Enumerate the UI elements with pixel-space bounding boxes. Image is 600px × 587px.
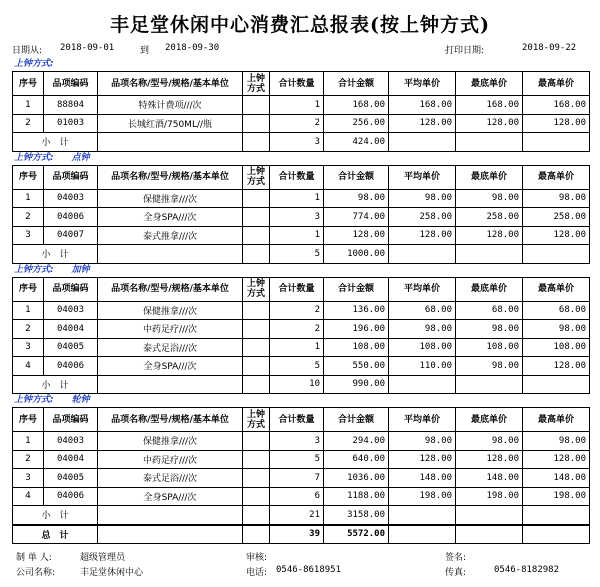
grand-total-amount: 5572.00 xyxy=(324,525,389,544)
col-name: 保健推拿///次 xyxy=(98,432,243,451)
table-row xyxy=(13,487,590,506)
table-row xyxy=(13,432,590,451)
col-avg: 128.00 xyxy=(389,226,456,245)
empty-cell xyxy=(98,245,243,264)
subtotal-amount: 990.00 xyxy=(324,375,389,394)
col-qty: 2 xyxy=(270,301,324,320)
col-min: 128.00 xyxy=(456,114,523,133)
col-min: 148.00 xyxy=(456,469,523,488)
header-col-avg: 平均单价 xyxy=(389,277,456,301)
table-row xyxy=(13,450,590,469)
col-min: 168.00 xyxy=(456,96,523,115)
col-amount: 294.00 xyxy=(324,432,389,451)
col-no: 1 xyxy=(13,189,44,208)
col-max: 168.00 xyxy=(523,96,590,115)
col-code: 04006 xyxy=(44,487,98,506)
col-mode xyxy=(243,450,270,469)
fax-label: 传真: xyxy=(445,568,467,578)
header-col-min: 最底单价 xyxy=(456,165,523,189)
col-max: 68.00 xyxy=(523,301,590,320)
subtotal-label: 小 计 xyxy=(13,506,98,525)
col-code: 04003 xyxy=(44,189,98,208)
header-col-code: 品项编码 xyxy=(44,165,98,189)
col-max: 128.00 xyxy=(523,114,590,133)
header-col-no: 序号 xyxy=(13,277,44,301)
header-col-qty: 合计数量 xyxy=(270,72,324,96)
report-footer xyxy=(0,546,600,578)
header-col-name: 品项名称/型号/规格/基本单位 xyxy=(98,165,243,189)
col-name: 保健推拿///次 xyxy=(98,301,243,320)
col-qty: 1 xyxy=(270,338,324,357)
grand-total-label: 总 计 xyxy=(13,525,98,544)
empty-cell xyxy=(243,245,270,264)
col-min: 108.00 xyxy=(456,338,523,357)
empty-cell xyxy=(456,375,523,394)
table-row xyxy=(13,114,590,133)
table-row xyxy=(13,320,590,339)
col-no: 3 xyxy=(13,226,44,245)
section-label: 上钟方式: xyxy=(14,59,54,69)
col-qty: 3 xyxy=(270,432,324,451)
date-row xyxy=(0,40,600,58)
col-qty: 5 xyxy=(270,357,324,376)
date-to-value: 2018-09-30 xyxy=(165,43,220,53)
header-col-avg: 平均单价 xyxy=(389,72,456,96)
table-row xyxy=(13,357,590,376)
print-date-value: 2018-09-22 xyxy=(522,43,577,53)
table-row xyxy=(13,338,590,357)
col-qty: 1 xyxy=(270,226,324,245)
col-avg: 98.00 xyxy=(389,189,456,208)
section-label: 上钟方式: 点钟 xyxy=(14,152,90,163)
header-col-name: 品项名称/型号/规格/基本单位 xyxy=(98,408,243,432)
table-row xyxy=(13,469,590,488)
col-no: 2 xyxy=(13,320,44,339)
col-no: 4 xyxy=(13,487,44,506)
col-avg: 198.00 xyxy=(389,487,456,506)
date-from-value: 2018-09-01 xyxy=(60,43,115,53)
empty-cell xyxy=(456,506,523,525)
empty-cell xyxy=(389,375,456,394)
subtotal-qty: 5 xyxy=(270,245,324,264)
subtotal-label: 小 计 xyxy=(13,133,98,152)
col-max: 258.00 xyxy=(523,208,590,227)
table-row xyxy=(13,208,590,227)
col-name: 特殊计费项///次 xyxy=(98,96,243,115)
empty-cell xyxy=(523,506,590,525)
empty-cell xyxy=(456,133,523,152)
subtotal-row xyxy=(13,506,590,525)
header-col-avg: 平均单价 xyxy=(389,165,456,189)
header-col-no: 序号 xyxy=(13,165,44,189)
fax-value: 0546-8182982 xyxy=(494,565,560,575)
col-avg: 258.00 xyxy=(389,208,456,227)
col-avg: 68.00 xyxy=(389,301,456,320)
header-col-amount: 合计金额 xyxy=(324,408,389,432)
col-mode xyxy=(243,469,270,488)
table-row xyxy=(13,226,590,245)
col-avg: 110.00 xyxy=(389,357,456,376)
col-name: 泰式足浴///次 xyxy=(98,338,243,357)
header-col-max: 最高单价 xyxy=(523,165,590,189)
col-min: 128.00 xyxy=(456,450,523,469)
col-max: 98.00 xyxy=(523,432,590,451)
header-col-amount: 合计金额 xyxy=(324,165,389,189)
section-label: 上钟方式: 轮钟 xyxy=(14,395,90,405)
empty-cell xyxy=(389,245,456,264)
col-name: 长城红酒/750ML//瓶 xyxy=(98,114,243,133)
col-name: 中药足疗///次 xyxy=(98,450,243,469)
header-row xyxy=(13,72,590,96)
col-code: 04005 xyxy=(44,338,98,357)
col-name: 泰式足浴///次 xyxy=(98,469,243,488)
empty-cell xyxy=(98,133,243,152)
header-col-mode: 上钟方式 xyxy=(243,72,270,96)
col-max: 148.00 xyxy=(523,469,590,488)
col-mode xyxy=(243,208,270,227)
col-qty: 2 xyxy=(270,320,324,339)
col-code: 04004 xyxy=(44,450,98,469)
section-table xyxy=(12,71,590,152)
subtotal-qty: 3 xyxy=(270,133,324,152)
col-qty: 1 xyxy=(270,189,324,208)
header-col-min: 最底单价 xyxy=(456,72,523,96)
header-col-min: 最底单价 xyxy=(456,277,523,301)
col-avg: 98.00 xyxy=(389,432,456,451)
empty-cell xyxy=(98,375,243,394)
header-row xyxy=(13,277,590,301)
header-col-no: 序号 xyxy=(13,408,44,432)
col-name: 保健推拿///次 xyxy=(98,189,243,208)
header-col-no: 序号 xyxy=(13,72,44,96)
sign-label: 签名: xyxy=(445,553,467,563)
col-code: 01003 xyxy=(44,114,98,133)
phone-value: 0546-8618951 xyxy=(276,565,342,575)
col-code: 04007 xyxy=(44,226,98,245)
empty-cell xyxy=(389,133,456,152)
subtotal-row xyxy=(13,245,590,264)
col-mode xyxy=(243,357,270,376)
col-mode xyxy=(243,96,270,115)
col-amount: 1188.00 xyxy=(324,487,389,506)
col-amount: 256.00 xyxy=(324,114,389,133)
col-qty: 1 xyxy=(270,96,324,115)
header-col-qty: 合计数量 xyxy=(270,277,324,301)
col-no: 2 xyxy=(13,208,44,227)
col-qty: 6 xyxy=(270,487,324,506)
grand-total-table xyxy=(12,525,590,545)
header-col-name: 品项名称/型号/规格/基本单位 xyxy=(98,277,243,301)
header-row xyxy=(13,165,590,189)
col-name: 全身SPA///次 xyxy=(98,357,243,376)
col-no: 2 xyxy=(13,450,44,469)
col-no: 1 xyxy=(13,301,44,320)
empty-cell xyxy=(523,133,590,152)
col-no: 3 xyxy=(13,469,44,488)
col-no: 3 xyxy=(13,338,44,357)
header-col-code: 品项编码 xyxy=(44,277,98,301)
col-code: 04006 xyxy=(44,357,98,376)
empty-cell xyxy=(243,375,270,394)
col-amount: 1036.00 xyxy=(324,469,389,488)
col-no: 4 xyxy=(13,357,44,376)
col-no: 1 xyxy=(13,96,44,115)
col-amount: 774.00 xyxy=(324,208,389,227)
col-min: 68.00 xyxy=(456,301,523,320)
col-code: 04003 xyxy=(44,301,98,320)
col-max: 198.00 xyxy=(523,487,590,506)
col-code: 04003 xyxy=(44,432,98,451)
print-date-label: 打印日期: xyxy=(445,46,485,56)
col-min: 258.00 xyxy=(456,208,523,227)
section-table xyxy=(12,165,590,264)
col-amount: 168.00 xyxy=(324,96,389,115)
header-col-qty: 合计数量 xyxy=(270,408,324,432)
empty-cell xyxy=(243,133,270,152)
col-max: 98.00 xyxy=(523,189,590,208)
subtotal-row xyxy=(13,375,590,394)
col-mode xyxy=(243,432,270,451)
col-min: 198.00 xyxy=(456,487,523,506)
col-min: 98.00 xyxy=(456,320,523,339)
col-amount: 98.00 xyxy=(324,189,389,208)
company-label: 公司名称: xyxy=(16,568,56,578)
col-max: 108.00 xyxy=(523,338,590,357)
header-col-code: 品项编码 xyxy=(44,72,98,96)
section-table xyxy=(12,407,590,525)
empty-cell xyxy=(456,245,523,264)
table-row xyxy=(13,189,590,208)
grand-total-qty: 39 xyxy=(270,525,324,544)
subtotal-row xyxy=(13,133,590,152)
header-col-qty: 合计数量 xyxy=(270,165,324,189)
col-avg: 108.00 xyxy=(389,338,456,357)
col-min: 98.00 xyxy=(456,357,523,376)
section-table xyxy=(12,277,590,395)
col-mode xyxy=(243,320,270,339)
maker-label: 制 单 人: xyxy=(16,553,52,563)
header-col-max: 最高单价 xyxy=(523,408,590,432)
col-mode xyxy=(243,301,270,320)
col-name: 泰式推拿///次 xyxy=(98,226,243,245)
col-code: 04004 xyxy=(44,320,98,339)
col-avg: 128.00 xyxy=(389,114,456,133)
col-avg: 98.00 xyxy=(389,320,456,339)
header-col-max: 最高单价 xyxy=(523,72,590,96)
col-max: 128.00 xyxy=(523,450,590,469)
grand-total-row xyxy=(13,525,590,544)
col-amount: 136.00 xyxy=(324,301,389,320)
col-mode xyxy=(243,226,270,245)
col-code: 04005 xyxy=(44,469,98,488)
table-row xyxy=(13,96,590,115)
col-min: 98.00 xyxy=(456,432,523,451)
maker-value: 超级管理员 xyxy=(80,553,126,563)
date-to-label: 到 xyxy=(140,46,150,56)
col-name: 中药足疗///次 xyxy=(98,320,243,339)
col-avg: 168.00 xyxy=(389,96,456,115)
col-code: 04006 xyxy=(44,208,98,227)
subtotal-amount: 3158.00 xyxy=(324,506,389,525)
subtotal-qty: 10 xyxy=(270,375,324,394)
col-mode xyxy=(243,189,270,208)
subtotal-label: 小 计 xyxy=(13,375,98,394)
header-col-min: 最底单价 xyxy=(456,408,523,432)
col-max: 128.00 xyxy=(523,226,590,245)
header-col-mode: 上钟方式 xyxy=(243,408,270,432)
col-qty: 2 xyxy=(270,114,324,133)
col-qty: 3 xyxy=(270,208,324,227)
col-avg: 128.00 xyxy=(389,450,456,469)
header-col-amount: 合计金额 xyxy=(324,72,389,96)
col-avg: 148.00 xyxy=(389,469,456,488)
col-qty: 7 xyxy=(270,469,324,488)
col-amount: 640.00 xyxy=(324,450,389,469)
review-label: 审核: xyxy=(246,553,268,563)
header-col-name: 品项名称/型号/规格/基本单位 xyxy=(98,72,243,96)
empty-cell xyxy=(523,375,590,394)
report-body xyxy=(0,58,600,525)
header-col-code: 品项编码 xyxy=(44,408,98,432)
company-value: 丰足堂休闲中心 xyxy=(80,568,144,578)
col-mode xyxy=(243,487,270,506)
empty-cell xyxy=(98,506,243,525)
subtotal-amount: 424.00 xyxy=(324,133,389,152)
col-no: 2 xyxy=(13,114,44,133)
empty-cell xyxy=(243,506,270,525)
col-max: 128.00 xyxy=(523,357,590,376)
empty-cell xyxy=(523,245,590,264)
col-amount: 550.00 xyxy=(324,357,389,376)
col-min: 98.00 xyxy=(456,189,523,208)
col-name: 全身SPA///次 xyxy=(98,487,243,506)
col-amount: 128.00 xyxy=(324,226,389,245)
col-max: 98.00 xyxy=(523,320,590,339)
header-col-max: 最高单价 xyxy=(523,277,590,301)
empty-cell xyxy=(389,506,456,525)
subtotal-amount: 1000.00 xyxy=(324,245,389,264)
col-name: 全身SPA///次 xyxy=(98,208,243,227)
header-col-mode: 上钟方式 xyxy=(243,165,270,189)
date-from-label: 日期从: xyxy=(12,46,43,56)
subtotal-qty: 21 xyxy=(270,506,324,525)
phone-label: 电话: xyxy=(246,568,268,578)
col-min: 128.00 xyxy=(456,226,523,245)
col-no: 1 xyxy=(13,432,44,451)
col-amount: 108.00 xyxy=(324,338,389,357)
col-mode xyxy=(243,114,270,133)
table-row xyxy=(13,301,590,320)
header-col-mode: 上钟方式 xyxy=(243,277,270,301)
report-title: 丰足堂休闲中心消费汇总报表(按上钟方式) xyxy=(110,14,490,36)
col-mode xyxy=(243,338,270,357)
col-amount: 196.00 xyxy=(324,320,389,339)
section-label: 上钟方式: 加钟 xyxy=(14,264,90,275)
header-row xyxy=(13,408,590,432)
header-col-amount: 合计金额 xyxy=(324,277,389,301)
col-qty: 5 xyxy=(270,450,324,469)
col-code: 88804 xyxy=(44,96,98,115)
header-col-avg: 平均单价 xyxy=(389,408,456,432)
subtotal-label: 小 计 xyxy=(13,245,98,264)
